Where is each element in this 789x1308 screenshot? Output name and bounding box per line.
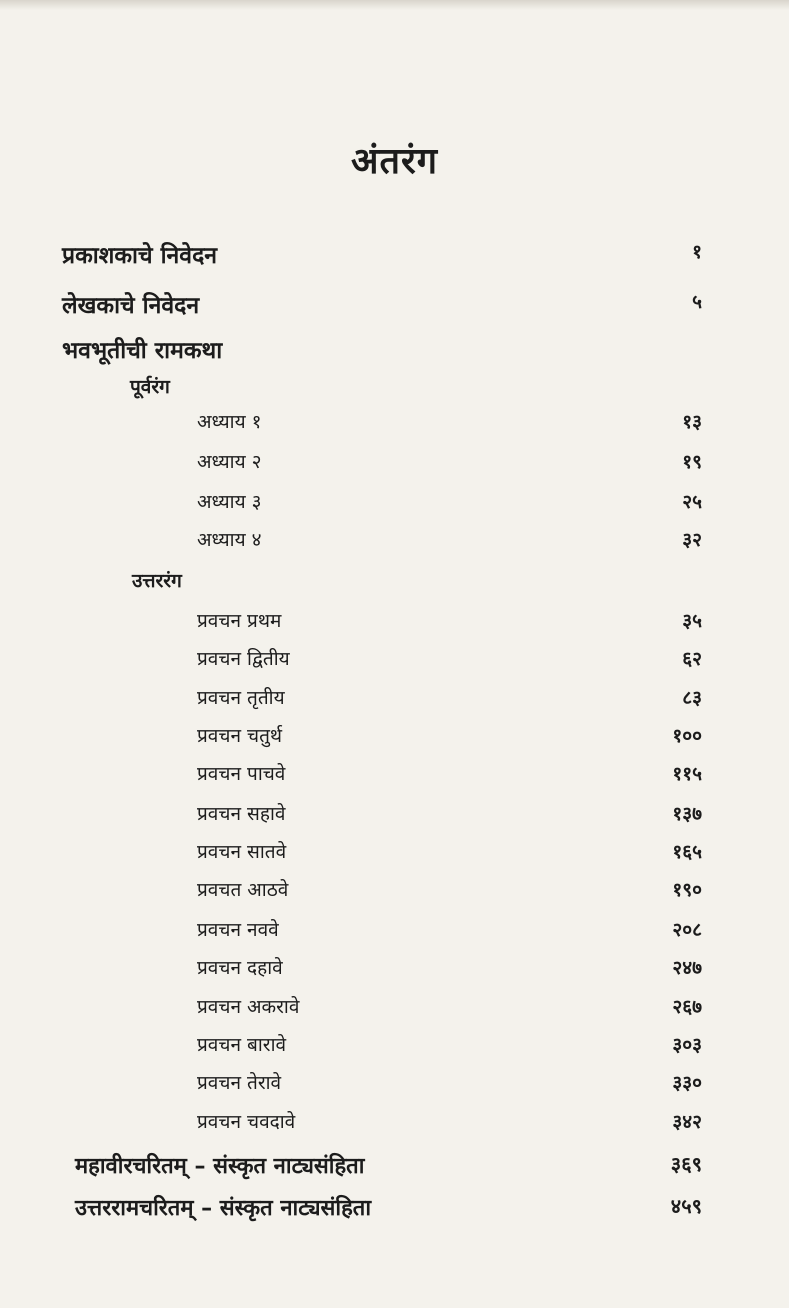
toc-item-label: प्रवचन चतुर्थ	[197, 725, 283, 747]
toc-item-page: ८३	[682, 687, 702, 709]
toc-item-label: प्रवचन प्रथम	[197, 610, 282, 632]
toc-item-page: ३३०	[672, 1072, 702, 1094]
toc-item-page: २५	[682, 491, 702, 513]
toc-item-label: प्रवचन सातवे	[197, 841, 287, 863]
toc-item-label: अध्याय २	[197, 451, 262, 473]
toc-item-page: १३७	[672, 803, 702, 825]
toc-item[interactable]	[197, 722, 702, 748]
toc-item[interactable]	[197, 916, 702, 942]
toc-item-page: २०८	[672, 919, 702, 941]
toc-entry-page: ५	[692, 291, 702, 313]
toc-entry-ramkatha[interactable]	[62, 333, 702, 363]
toc-item-label: प्रवचन सहावे	[197, 803, 286, 825]
toc-entry-page: १	[692, 241, 702, 263]
toc-item-label: प्रवचन तेरावे	[197, 1072, 282, 1094]
toc-item[interactable]	[197, 526, 702, 552]
toc-entry-label: महावीरचरितम् – संस्कृत नाट्यसंहिता	[75, 1154, 365, 1179]
toc-item[interactable]	[197, 876, 702, 902]
section-heading-purvaranga: पूर्वरंग	[130, 376, 170, 398]
toc-item[interactable]	[197, 1069, 702, 1095]
toc-item-page: ३५	[682, 610, 702, 632]
toc-item-page: २६७	[672, 996, 702, 1018]
toc-item-page: १६५	[672, 841, 702, 863]
toc-entry-mahaviracharitam[interactable]	[75, 1150, 702, 1180]
toc-item-label: प्रवचन चवदावे	[197, 1111, 296, 1133]
toc-item-page: ६२	[682, 648, 702, 670]
toc-item-label: प्रवचन बारावे	[197, 1034, 287, 1056]
toc-item[interactable]	[197, 448, 702, 474]
toc-entry-page: ४५९	[670, 1194, 702, 1218]
toc-item-label: अध्याय १	[197, 411, 262, 433]
toc-entry-publisher[interactable]	[62, 238, 702, 268]
toc-entry-label: उत्तररामचरितम् – संस्कृत नाट्यसंहिता	[75, 1196, 372, 1221]
toc-item-page: १९०	[672, 879, 702, 901]
toc-item[interactable]	[197, 645, 702, 671]
toc-entry-label: लेखकाचे निवेदन	[62, 293, 200, 319]
toc-item[interactable]	[197, 408, 702, 434]
toc-item-label: प्रवचन तृतीय	[197, 687, 285, 709]
toc-item[interactable]	[197, 1108, 702, 1134]
toc-item-page: १३	[682, 411, 702, 433]
toc-item[interactable]	[197, 1031, 702, 1057]
toc-item[interactable]	[197, 488, 702, 514]
toc-entry-page: ३६९	[670, 1152, 702, 1176]
toc-item[interactable]	[197, 800, 702, 826]
toc-item[interactable]	[197, 954, 702, 980]
toc-item-label: प्रवचन दहावे	[197, 957, 283, 979]
toc-item-page: ३४२	[672, 1111, 702, 1133]
toc-item-page: ११५	[672, 763, 702, 785]
toc-item-label: प्रवचन द्वितीय	[197, 648, 290, 670]
toc-item[interactable]	[197, 838, 702, 864]
page-edge	[0, 0, 789, 10]
toc-item-label: प्रवचन नववे	[197, 919, 279, 941]
toc-item-label: प्रवचन पाचवे	[197, 763, 286, 785]
toc-entry-uttararamacharitam[interactable]	[75, 1192, 702, 1222]
toc-item-label: अध्याय ४	[197, 529, 262, 551]
toc-item-label: अध्याय ३	[197, 491, 262, 513]
toc-item[interactable]	[197, 760, 702, 786]
toc-item-page: ३०३	[672, 1034, 702, 1056]
toc-item-label: प्रवचन अकरावे	[197, 996, 300, 1018]
toc-item[interactable]	[197, 684, 702, 710]
page-title: अंतरंग	[350, 141, 439, 182]
section-heading-uttaranga: उत्तररंग	[132, 570, 182, 592]
toc-item[interactable]	[197, 607, 702, 633]
toc-entry-label: भवभूतीची रामकथा	[62, 338, 223, 364]
toc-entry-author[interactable]	[62, 288, 702, 318]
toc-item-page: २४७	[672, 957, 702, 979]
toc-item-page: १९	[682, 451, 702, 473]
toc-entry-label: प्रकाशकाचे निवेदन	[62, 243, 218, 269]
toc-item-page: ३२	[682, 529, 702, 551]
toc-item-label: प्रवचत आठवे	[197, 879, 289, 901]
toc-item[interactable]	[197, 993, 702, 1019]
toc-item-page: १००	[672, 725, 702, 747]
